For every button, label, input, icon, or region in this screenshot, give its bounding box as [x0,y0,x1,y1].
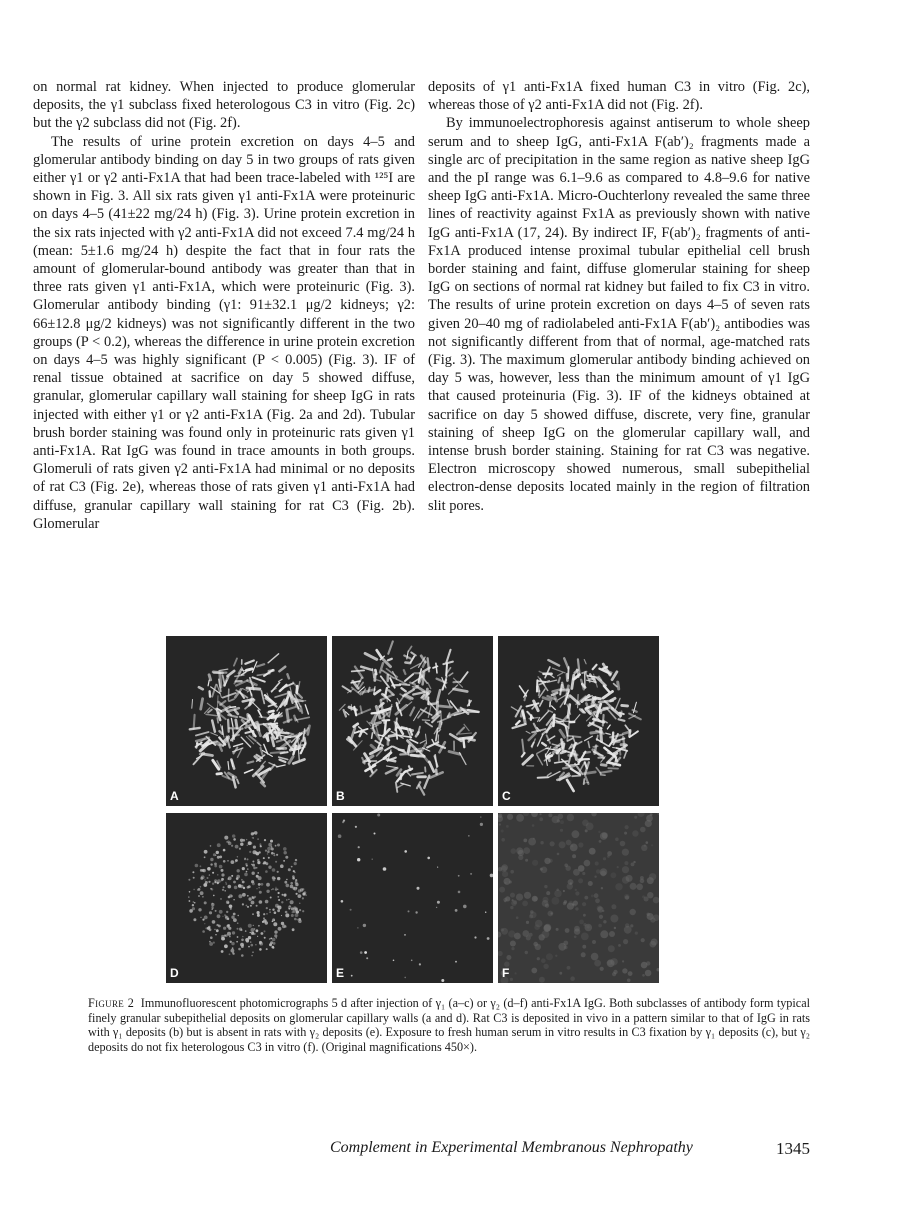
page-footer [330,1139,810,1157]
micrograph-image [332,636,493,806]
paragraph: deposits of γ1 anti-Fx1A fixed human C3 in vitro (Fig. 2c), whereas those of γ2 anti-Fx1A did not (Fig. 2f). [428,79,810,114]
panel-letter: B [336,789,345,803]
micrograph-panel-e [332,813,493,983]
micrograph-image [166,813,327,983]
caption-label: Figure 2 [88,996,135,1010]
panel-letter: A [170,789,179,803]
panel-letter: D [170,966,179,980]
paragraph: The results of urine protein excretion on days 4–5 and glomerular antibody binding on day 5 in two groups of rats given either γ1 or γ2 anti-Fx1A that had been trace-labeled with ¹²⁵I are shown in Fig. 3. All six rats given γ1 anti-Fx1A were proteinuric on days 4–5 (41±22 mg/24 h) (Fig. 3). Urine protein excretion in the six rats injected with γ2 anti-Fx1A did not exceed 7.4 mg/24 h (mean: 5±1.6 mg/24 h) despite the fact that in four rats the amount of glomerular-bound antibody was greater than that in three rats given γ1 anti-Fx1A, which were proteinuric (Fig. 3). Glomerular antibody binding (γ1: 91±32.1 μg/2 kidneys; γ2: 66±12.8 μg/2 kidneys) was not significantly different in the two groups (P < 0.2), whereas the difference in urine protein excretion on days 4–5 was highly significant (P < 0.005) (Fig. 3). IF of renal tissue obtained at sacrifice on day 5 showed diffuse, granular, glomerular capillary wall staining for sheep IgG in rats injected with either γ1 or γ2 anti-Fx1A (Fig. 2a and 2d). Tubular brush border staining was found only in proteinuric rats given γ1 anti-Fx1A. Rat IgG was found in trace amounts in both groups. Glomeruli of rats given γ2 anti-Fx1A had minimal or no deposits of rat C3 (Fig. 2e), whereas those of rats given γ1 anti-Fx1A had diffuse, granular capillary wall staining for rat C3 (Fig. 2b). Glomerular [33,133,415,532]
panel-letter: F [502,966,510,980]
panel-letter: E [336,966,345,980]
figure-caption [88,996,810,1054]
panel-letter: C [502,789,511,803]
micrograph-image [498,813,659,983]
paragraph: on normal rat kidney. When injected to produce glomerular deposits, the γ1 subclass fixed heterologous C3 in vitro (Fig. 2c) but the γ2 subclass did not (Fig. 2f). [33,79,415,132]
figure-2-photomicrographs [166,636,659,984]
paragraph: By immunoelectrophoresis against antiserum to whole sheep serum and to sheep IgG, anti-Fx1A F(ab′)₂ fragments made a single arc of precipitation in the same region as native sheep IgG and the pI range was 6.1–9.6 as compared to 4.8–9.6 for native sheep IgG anti-Fx1A. Micro-Ouchterlony revealed the same three lines of reactivity against Fx1A as previously shown with native IgG anti-Fx1A (17, 24). By indirect IF, F(ab′)₂ fragments of anti-Fx1A produced intense proximal tubular epithelial cell brush border staining and faint, diffuse glomerular staining for sheep IgG on sections of normal rat kidney but failed to fix C3 in vitro. The results of urine protein excretion on days 4–5 of seven rats given 20–40 mg of radiolabeled anti-Fx1A F(ab′)₂ antibodies was not significantly different from that of normal, age-matched rats (Fig. 3). The maximum glomerular antibody binding achieved on day 5 was, however, less than the minimum amount of γ1 IgG that caused proteinuria (Fig. 3). IF of the kidneys obtained at sacrifice on day 5 showed diffuse, discrete, very fine, granular staining of sheep IgG on the glomerular capillary wall, and intense brush border staining. Staining for rat C3 was negative. Electron microscopy showed numerous, small subepithelial electron-dense deposits located mainly in the region of filtration slit pores. [428,115,810,514]
right-text-column [428,78,810,515]
page-number: 1345 [776,1139,810,1158]
micrograph-panel-a [166,636,327,806]
micrograph-image [332,813,493,983]
micrograph-panel-d [166,813,327,983]
micrograph-image [166,636,327,806]
left-text-column [33,78,415,533]
micrograph-panel-b [332,636,493,806]
caption-text: Immunofluorescent photomicrographs 5 d after injection of γ₁ (a–c) or γ₂ (d–f) anti-Fx1A IgG. Both subclasses of antibody form typical finely granular subepithelial deposits on glomerular capillary walls (a and d). Rat C3 is deposited in vivo in a pattern similar to that of IgG in rats with γ₁ deposits (b) but is absent in rats with γ₂ deposits (e). Exposure to fresh human serum in vitro results in C3 fixation by γ₁ deposits (c), but γ₂ deposits do not fix heterologous C3 in vitro (f). (Original magnifications 450×). [88,996,810,1054]
micrograph-image [498,636,659,806]
micrograph-panel-f [498,813,659,983]
micrograph-panel-c [498,636,659,806]
running-title: Complement in Experimental Membranous Nephropathy [330,1139,693,1156]
